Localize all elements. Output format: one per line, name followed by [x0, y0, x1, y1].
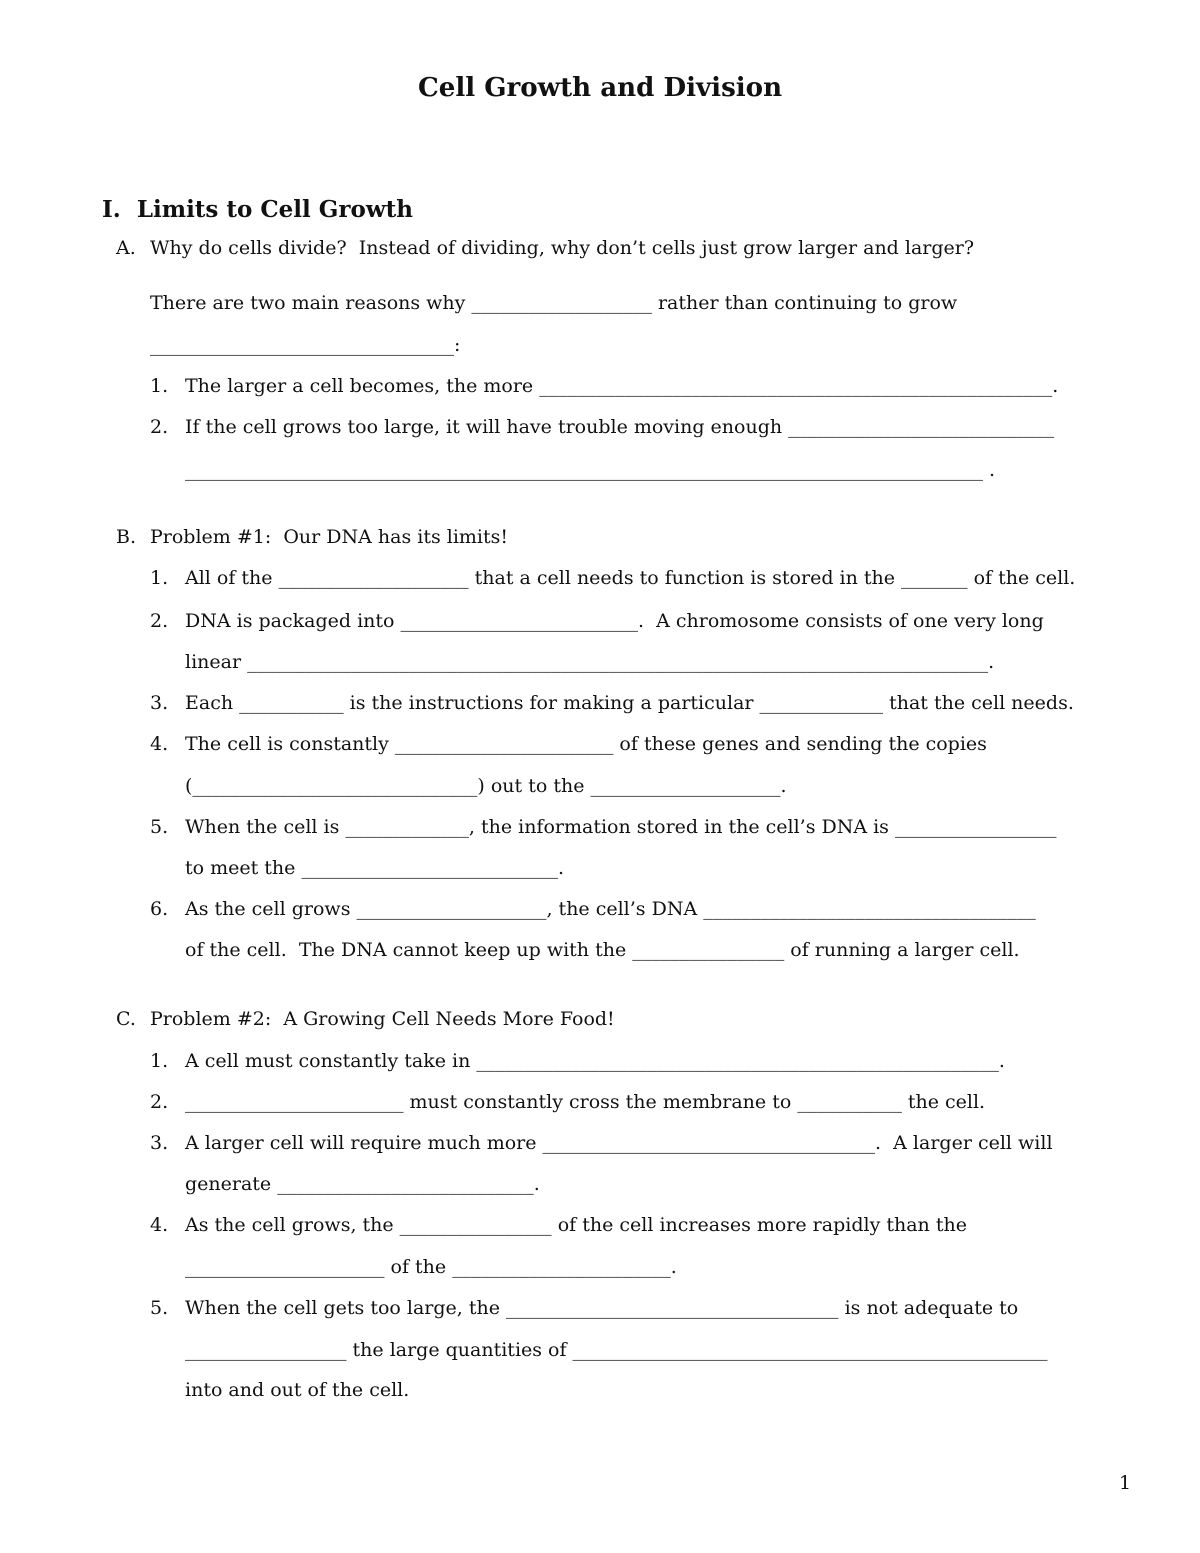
part-c-item-5-line-2: _________________ the large quantities of __________________________________________________: [185, 1339, 1048, 1361]
part-c-item-4-line-1: As the cell grows, the ________________ of the cell increases more rapidly than the: [185, 1214, 967, 1236]
part-b-item-2-number: 2.: [150, 610, 169, 632]
part-b-item-6-line-2: of the cell. The DNA cannot keep up with the ________________ of running a larger cell.: [185, 939, 1020, 961]
part-b-item-4-line-1: The cell is constantly _______________________ of these genes and sending the copies: [185, 733, 987, 755]
part-a-intro-line-2: ________________________________:: [150, 334, 461, 356]
part-c-item-4-line-2: _____________________ of the _______________________.: [185, 1256, 677, 1278]
part-c-item-2-number: 2.: [150, 1091, 169, 1113]
part-b-item-4-line-2: (______________________________) out to the ____________________.: [185, 775, 787, 797]
part-c-item-3-line-2: generate ___________________________.: [185, 1173, 540, 1195]
part-b-marker: B.: [116, 526, 137, 548]
part-b-item-2-line-1: DNA is packaged into _________________________. A chromosome consists of one very long: [185, 610, 1044, 632]
part-c-item-1-line-1: A cell must constantly take in _______________________________________________________.: [185, 1050, 1005, 1072]
part-c-item-3-number: 3.: [150, 1132, 169, 1154]
part-c-marker: C.: [116, 1008, 136, 1030]
section-title: Limits to Cell Growth: [136, 196, 414, 223]
part-c-item-2-line-1: _______________________ must constantly cross the membrane to ___________ the cell.: [185, 1091, 986, 1113]
part-c-item-4-number: 4.: [150, 1214, 169, 1236]
part-b-item-5-line-1: When the cell is _____________, the information stored in the cell’s DNA is _________________: [185, 816, 1057, 838]
part-a-item-1-number: 1.: [150, 375, 169, 397]
part-a-item-2-line-2: ____________________________________________________________________________________ .: [185, 459, 996, 481]
part-b-item-3-number: 3.: [150, 692, 169, 714]
part-c-item-5-number: 5.: [150, 1297, 169, 1319]
part-c-item-3-line-1: A larger cell will require much more ___________________________________. A larger cell will: [185, 1132, 1053, 1154]
part-b-item-6-number: 6.: [150, 898, 169, 920]
part-a-intro-line-1: There are two main reasons why ___________________ rather than continuing to grow: [150, 292, 958, 314]
part-a-item-2-number: 2.: [150, 416, 169, 438]
part-c-item-1-number: 1.: [150, 1050, 169, 1072]
part-c-item-5-line-3: into and out of the cell.: [185, 1379, 410, 1401]
part-a-marker: A.: [116, 237, 136, 259]
part-b-item-5-number: 5.: [150, 816, 169, 838]
part-b-item-6-line-1: As the cell grows ____________________, the cell’s DNA ___________________________________: [185, 898, 1036, 920]
part-c-item-5-line-1: When the cell gets too large, the ___________________________________ is not adequate to: [185, 1297, 1019, 1319]
part-c-heading: Problem #2: A Growing Cell Needs More Food!: [150, 1008, 615, 1030]
part-b-item-1-number: 1.: [150, 567, 169, 589]
part-b-item-1-line-1: All of the ____________________ that a cell needs to function is stored in the _______ of the cell.: [185, 567, 1076, 589]
part-b-item-5-line-2: to meet the ___________________________.: [185, 857, 564, 879]
part-b-item-3-line-1: Each ___________ is the instructions for making a particular _____________ that the cell needs.: [185, 692, 1074, 714]
part-b-heading: Problem #1: Our DNA has its limits!: [150, 526, 509, 548]
part-b-item-4-number: 4.: [150, 733, 169, 755]
page-number: 1: [1119, 1472, 1132, 1494]
part-b-item-2-line-2: linear ______________________________________________________________________________.: [185, 651, 995, 673]
part-a-item-2-line-1: If the cell grows too large, it will have trouble moving enough ____________________________: [185, 416, 1055, 438]
page-title: Cell Growth and Division: [417, 72, 783, 103]
section-marker: I.: [102, 196, 121, 223]
part-a-item-1-line-1: The larger a cell becomes, the more ______________________________________________________.: [185, 375, 1059, 397]
part-a-question: Why do cells divide? Instead of dividing, why don’t cells just grow larger and larger?: [150, 237, 975, 259]
